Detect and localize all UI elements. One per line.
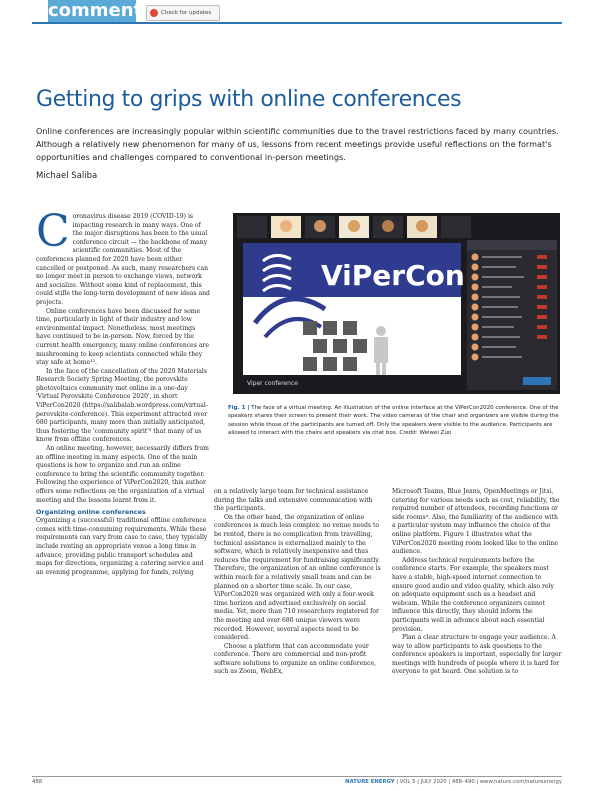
issue-info: | VOL 5 | JULY 2020 | 488–490 | www.nature.com/natureenergy (396, 779, 562, 785)
drop-cap: C (36, 206, 70, 257)
paragraph: on a relatively large team for technical assistance during the talks and extensive communication with the participants. (214, 488, 373, 513)
body-column-1 (36, 206, 210, 577)
body-column-2 (214, 488, 382, 677)
check-for-updates-button[interactable] (146, 5, 220, 21)
journal-name: NATURE ENERGY (345, 779, 395, 785)
article-title: Getting to grips with online conferences (36, 87, 462, 112)
paragraph: An online meeting, however, necessarily differs from an offline meeting in many aspects. One of the main questions is how to organize and run an online conference to bring the scientific community together. Following the experience of ViPerCon2020, this author offers some reflections on the organization of a virtual meeting and the lessons learnt from it. (36, 445, 209, 504)
figure-1 (233, 213, 560, 394)
paragraph: Microsoft Teams, Blue Jeans, OpenMeetings or Jitsi, catering for various needs such as cost, reliability, the required number of attendees, recording functions or side rooms⁴. Also, the familiarity of the audience with a particular system may influence the choice of the online platform. Figure 1 illustrates what the ViPerCon2020 meeting room looked like to the online audience. (392, 488, 560, 556)
check-for-updates-label: Check for updates (161, 10, 212, 16)
participant-video-strip (237, 216, 471, 238)
participants-panel (467, 240, 557, 390)
paragraph: Choose a platform that can accommodate your conference. There are commercial and non-profit software solutions to organize an online conference, such as Zoom, WebEx, (214, 642, 377, 676)
journal-info (345, 779, 562, 785)
slide-logo-text: ViPerCon (321, 259, 465, 292)
author-name: Michael Saliba (36, 171, 98, 181)
update-icon (150, 9, 158, 17)
paragraph: Online conferences have been discussed for some time, particularly in light of their industry and low environmental impact. Nonetheless, most meetings have continued to be in-person. Now, forced by the current health emergency, many online conferences are mushrooming to keep scientists connected while they stay safe at home¹². (36, 307, 209, 367)
caption-label: Fig. 1 | (228, 405, 250, 411)
paragraph: Address technical requirements before the conference starts. For example, the speakers must have a stable, high-speed internet connection to ensure good audio and video quality, which also rely on adequate equipment such as a headset and webcam. While the conference organizers cannot influence this directly, they should inform the participants well in advance about each essential provision. (392, 556, 554, 633)
section-label: comment (48, 0, 143, 21)
panel-footer-text: Viper conference (247, 380, 298, 387)
video-conference-screenshot (233, 213, 560, 394)
paragraph: Organizing a (successful) traditional offline conference comes with time-consuming requirements. While these requirements can vary from case to case, they typically include renting an appropriate venue a long time in advance, providing public transport schedules and maps for directions, organizing a catering service and an evening programme, applying for funds, relying (36, 517, 208, 576)
standfirst: Online conferences are increasingly popular within scientific communities due to the travel restrictions faced by many countries. Although a relatively new phenomenon for many of us, lessons from recent meetings provide useful reflections on the format's opportunities and challenges compared to conventional in-person meetings. (36, 126, 559, 162)
caption-text: The face of a virtual meeting. An illustration of the online interface at the ViPerCon2020 conference. One of the speakers shares their screen to present their work. The video cameras of the chair and organizers are visible during the session while those of the participants are turned off. Only the speakers were visible to the audience. Participants are allowed to interact with the chairs and speakers via chat box. Credit: Weiwei Zuo (228, 405, 559, 437)
body-column-3 (392, 488, 562, 677)
paragraph: In the face of the cancellation of the 2020 Materials Research Society Spring Meeting, the perovskite photovoltaics community met online in a one-day 'Virtual Perovskite Conference 2020', in short ViPerCon2020 (https://salibalab.wordpress.com/virtual-perovskite-conference). This experiment attracted over 680 participants, many more than initially anticipated, thus fostering the 'community spirit'³ that many of us know from offline conferences. (36, 367, 208, 444)
shared-slide (243, 243, 465, 389)
section-heading: Organizing online conferences (36, 508, 146, 517)
paragraph: On the other hand, the organization of online conferences is much less complex: no venue needs to be rented, there is no complication from travelling, technical assistance is externalized mainly to the software, which is relatively inexpensive and thus reduces the requirement for fundraising significantly. Therefore, the organization of an online conference is within reach for a relatively small team and can be planned on a shorter time scale. In our case, ViPerCon2020 was organized with only a four-week time horizon and advertised exclusively on social media. Yet, more than 710 researchers registered for the meeting and over 680 unique viewers were recorded. However, several aspects need to be considered. (214, 513, 381, 642)
page-footer (32, 776, 562, 785)
paragraph: Plan a clear structure to engage your audience. A way to allow participants to ask questions to the conference speakers is important, especially for larger meetings with hundreds of people where it is hard for everyone to get heard. One solution is to (392, 634, 562, 676)
figure-caption (228, 404, 561, 438)
paragraph: oronavirus disease 2019 (COVID-19) is impacting research in many ways. One of the major disruptions has been to the usual conference circuit — the backbone of many scientific communities. Most of the conferences planned for 2020 have been either cancelled or postponed. As such, many researchers can no longer meet in person to exchange views, network and socialize. Without some kind of replacement, this could stifle the long-term development of new ideas and projects. (36, 213, 210, 306)
page-number: 488 (32, 779, 43, 785)
